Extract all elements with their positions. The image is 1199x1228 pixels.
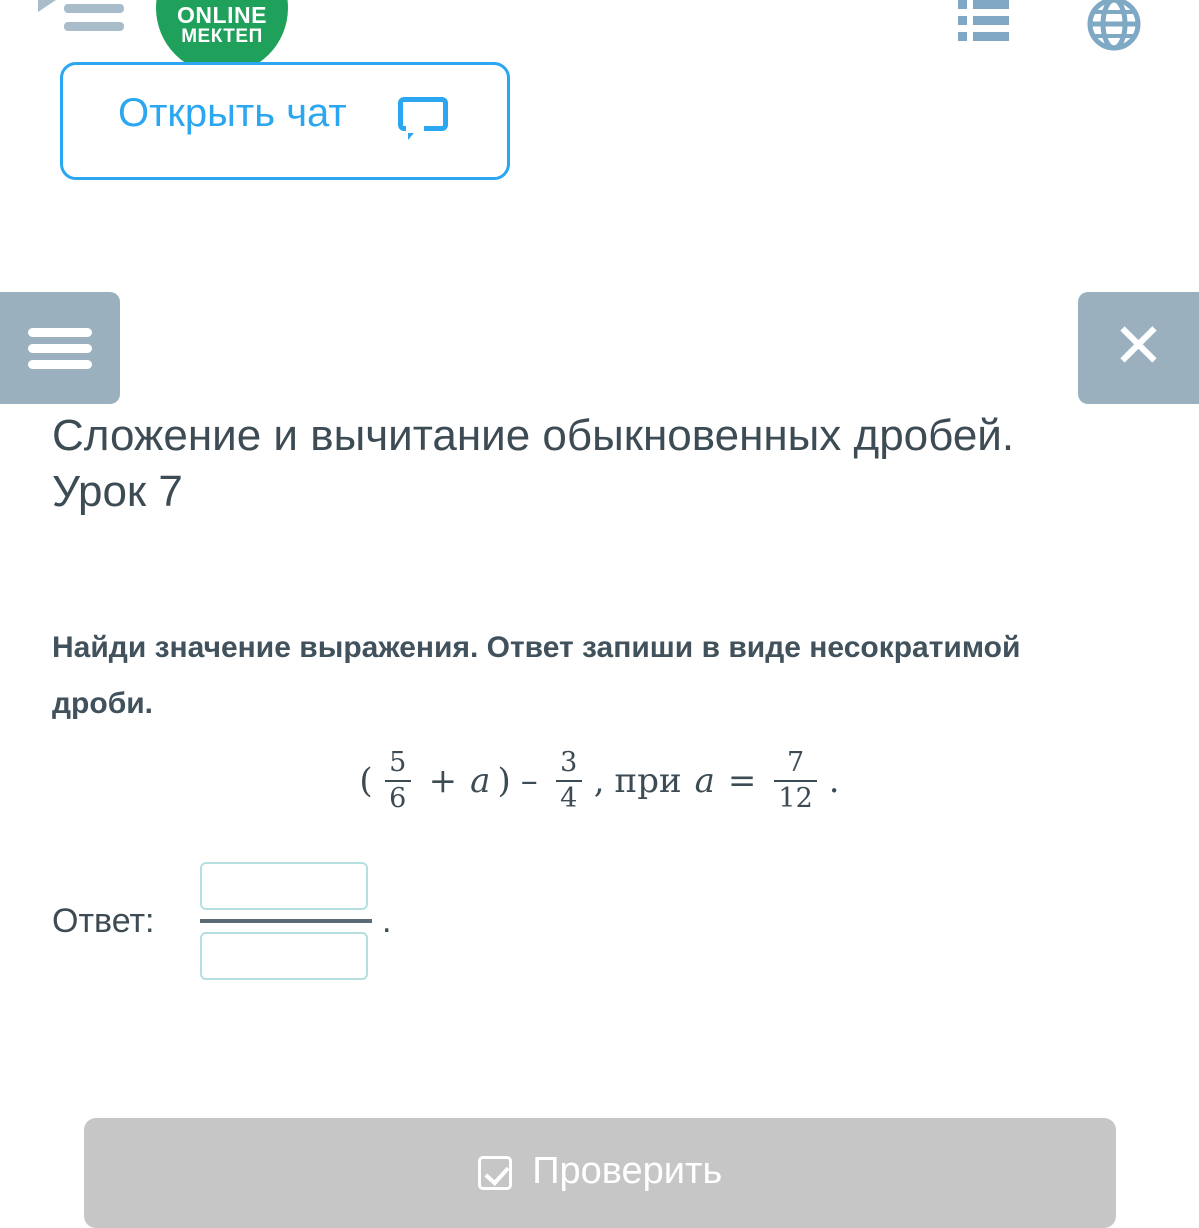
fraction-bar [774,780,816,782]
fraction-bar [385,780,411,782]
fraction-5-6 [385,748,411,814]
list-line [973,0,1009,9]
math-expression [52,748,1147,814]
checkbox-checked-icon [478,1156,512,1190]
open-chat-label: Открыть чат [118,91,347,135]
list-line [973,32,1009,41]
answer-label: Ответ: [52,902,155,940]
variable-a-2: a [694,761,715,801]
close-icon: ✕ [1112,312,1165,381]
plus-sign: + [428,761,458,801]
hamburger-line [28,360,92,369]
menu-toggle-button[interactable] [0,292,120,404]
hamburger-icon [28,328,92,337]
answer-numerator-input[interactable] [200,862,368,910]
list-line [973,16,1009,25]
open-paren: ( [359,761,373,801]
minus-sign: – [520,761,538,801]
fraction-7-12 [774,748,816,814]
check-button[interactable] [84,1118,1116,1228]
answer-denominator-input[interactable] [200,932,368,980]
answer-fraction-bar [200,919,372,923]
list-bullet [958,32,967,41]
period: . [828,761,840,801]
fraction-bar [556,780,582,782]
playlist-line [64,4,124,13]
open-chat-button[interactable] [60,62,510,180]
close-paren: ) [497,761,511,801]
variable-a: a [470,761,491,801]
list-icon[interactable] [958,0,1010,50]
denominator: 12 [778,783,813,814]
check-button-label: Проверить [532,1150,723,1192]
task-instruction: Найди значение выражения. Ответ запиши в виде несократимой дроби. [52,631,1021,720]
playlist-icon[interactable] [38,0,124,44]
numerator: 5 [389,747,407,778]
play-triangle-icon [38,0,56,12]
list-bullet [958,0,967,9]
page-title: Сложение и вычитание обыкновенных дробей. Урок 7 [52,411,1015,516]
fraction-3-4 [556,748,582,814]
equals-sign: = [727,761,757,801]
when-word: при [614,761,682,801]
list-bullet [958,16,967,25]
answer-fraction [200,862,372,980]
hamburger-line [28,344,92,353]
comma: , [593,761,605,801]
logo-line-1: ONLINE [177,2,267,28]
globe-icon[interactable] [1086,0,1142,52]
playlist-line [64,22,124,31]
numerator: 7 [786,747,805,778]
numerator: 3 [560,747,578,778]
denominator: 4 [560,783,578,814]
chat-bubble-icon [398,97,454,143]
denominator: 6 [389,783,407,814]
close-button[interactable] [1078,292,1199,404]
answer-trailing-dot: . [382,902,392,940]
logo-line-2: МЕКТЕП [181,26,263,47]
